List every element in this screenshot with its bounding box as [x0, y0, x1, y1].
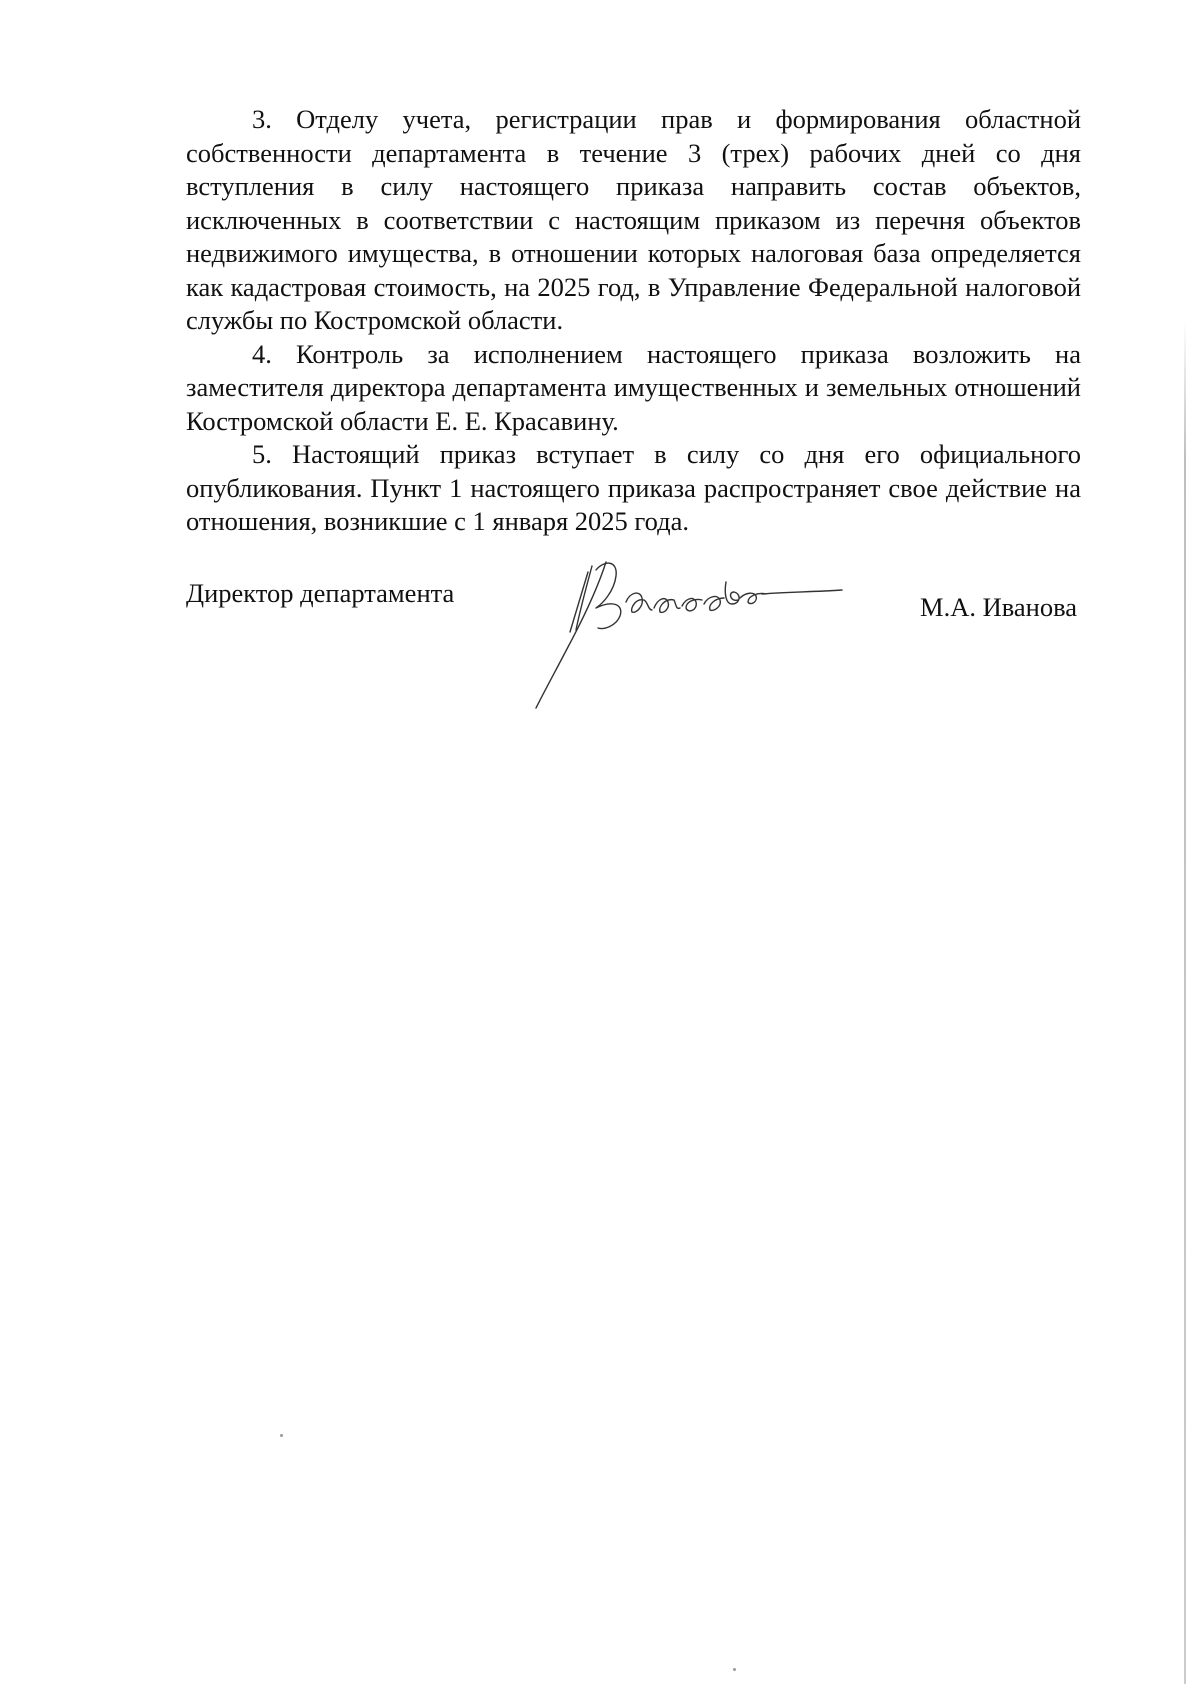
handwritten-signature [526, 542, 846, 712]
paragraph-3: 3. Отделу учета, регистрации прав и формирования областной собственности департамента в течение 3 (трех) рабочих дней со дня вступления в силу настоящего приказа направить состав объектов, исключенных в соответствии с настоящим приказом из перечня объектов недвижимого имущества, в отношении которых налоговая база определяется как кадастровая стоимость, на 2025 год, в Управление Федеральной налоговой службы по Костромской области. [186, 104, 1081, 335]
paragraph-4: 4. Контроль за исполнением настоящего приказа возложить на заместителя директора департамента имущественных и земельных отношений Костромской области Е. Е. Красавину. [186, 338, 1081, 436]
signatory-name: М.А. Иванова [920, 592, 1077, 622]
paragraph-5: 5. Настоящий приказ вступает в силу со дня его официального опубликования. Пункт 1 настоящего приказа распространяет свое действие на отношения, возникшие с 1 января 2025 года. [186, 439, 1081, 536]
scan-edge-line [1184, 320, 1186, 1684]
scan-speck [280, 1434, 283, 1437]
scan-speck [733, 1668, 736, 1671]
signature-block [186, 578, 1081, 738]
signatory-position: Директор департамента [186, 578, 455, 608]
document-body [186, 103, 1081, 539]
